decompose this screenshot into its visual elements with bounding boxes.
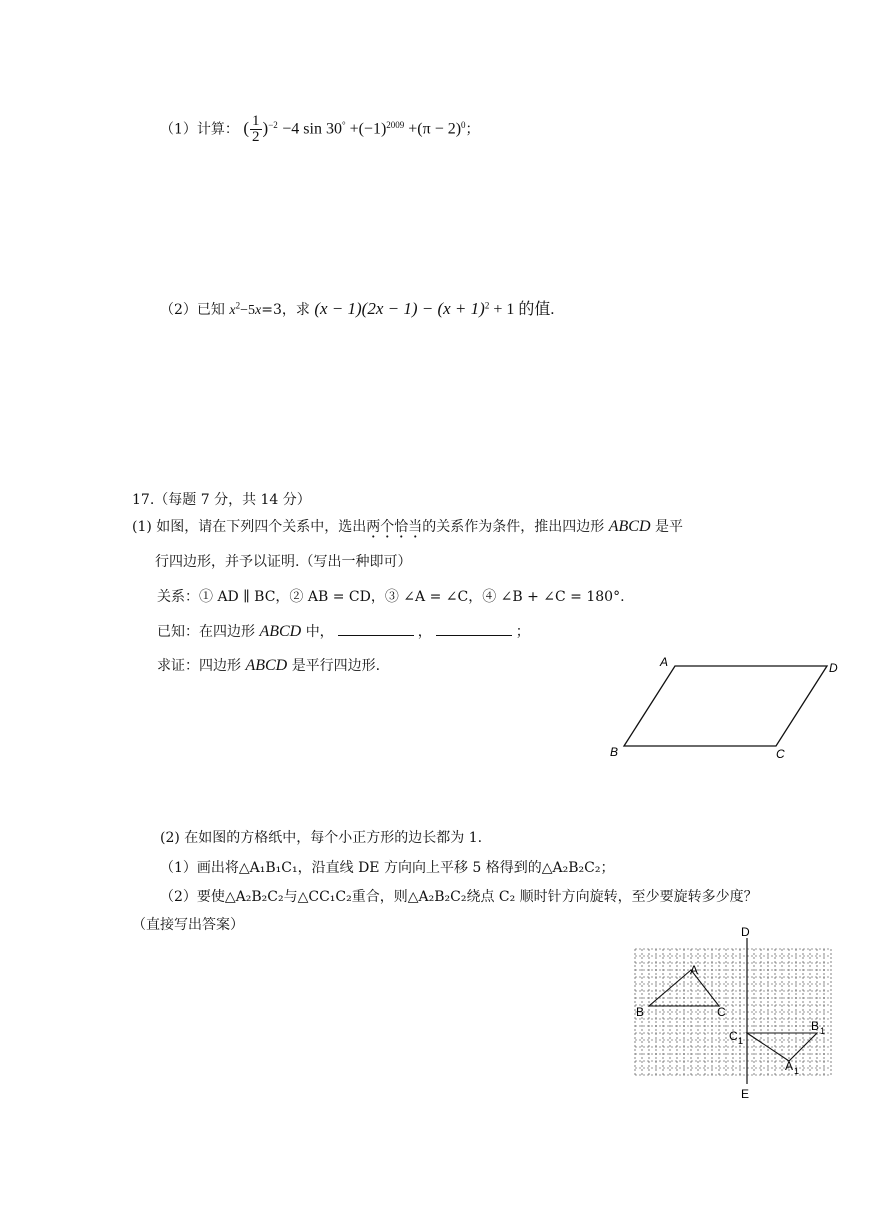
prove-abcd: ABCD (245, 657, 288, 674)
q17-part1-text-a: (1) 如图，请在下列四个关系中，选出 (132, 519, 367, 535)
problem-1 (160, 114, 480, 145)
grid-lines (635, 949, 831, 1075)
label-a: A (690, 963, 699, 977)
answer-blank-2[interactable] (436, 621, 512, 636)
vertex-label-a: A (660, 655, 669, 669)
prove-line (157, 655, 380, 675)
exponent-neg2: −2 (268, 119, 278, 130)
expression: (x − 1)(2x − 1) − (x + 1) (314, 299, 485, 318)
emphasis-char: 个 (380, 519, 395, 535)
label-a1: A (785, 1059, 794, 1073)
known-end: ； (515, 624, 530, 640)
known-text-a: 已知：在四边形 (157, 624, 255, 640)
fraction-one-half (250, 114, 262, 145)
relations-line: 关系：① AD ∥ BC，② AB = CD，③ ∠A = ∠C，④ ∠B + ∠C = 180°. (157, 589, 625, 605)
expression-exponent: 2 (484, 300, 490, 311)
vertex-label-d: D (829, 661, 838, 675)
label-c1: C (729, 1029, 738, 1043)
label-b1-sub: 1 (820, 1026, 826, 1036)
label-b: B (636, 1005, 645, 1019)
problem-2-label: （2）已知 (160, 302, 225, 318)
cond-x: x (229, 303, 236, 318)
q17-part1-line2: 行四边形，并予以证明.（写出一种即可） (155, 554, 412, 570)
cond-x2: x (255, 303, 262, 318)
exponent-0: 0 (461, 119, 466, 130)
known-abcd: ABCD (259, 623, 302, 640)
known-line (157, 621, 530, 641)
fraction-numerator: 1 (252, 113, 260, 129)
label-d: D (741, 925, 750, 939)
prove-text-a: 求证：四边形 (157, 658, 241, 674)
expr-part-b: +(−1) (345, 120, 387, 138)
emphasis-char: 恰 (394, 519, 409, 535)
expression-end: + 1 的值. (489, 301, 555, 318)
label-e: E (741, 1087, 750, 1101)
label-b1: B (811, 1019, 820, 1033)
known-comma: ， (417, 624, 432, 640)
vertex-label-b: B (610, 745, 619, 759)
degree-mark: ° (341, 119, 346, 130)
q17-part1-text-c: 是平 (654, 519, 683, 535)
q17-2-intro: (2) 在如图的方格纸中，每个小正方形的边长都为 1. (160, 830, 483, 846)
open-paren: ( (243, 118, 250, 138)
label-c: C (717, 1005, 726, 1019)
grid-figure (620, 922, 845, 1102)
cond-exponent: 2 (235, 300, 241, 311)
problem-1-label: （1）计算： (160, 121, 239, 138)
q17-2-sub2-end: （直接写出答案） (132, 917, 244, 933)
q17-part1-text-b: 的关系作为条件，推出四边形 (422, 519, 605, 535)
emphasis-char: 两 (366, 519, 381, 535)
label-a1-sub: 1 (794, 1066, 800, 1076)
close-paren: ) (262, 118, 269, 138)
cond-minus5: −5 (240, 303, 255, 318)
prove-text-b: 是平行四边形. (291, 658, 381, 674)
q17-2-sub1: （1）画出将△A₁B₁C₁，沿直线 DE 方向向上平移 5 格得到的△A₂B₂C₂； (160, 860, 615, 876)
semicolon: ； (465, 121, 480, 138)
expr-part-a: −4 sin 30 (282, 120, 342, 138)
cond-equals: =3，求 (261, 302, 310, 318)
problem-2 (160, 296, 554, 319)
label-c1-sub: 1 (738, 1036, 744, 1046)
fraction-denominator: 2 (252, 129, 260, 145)
vertex-label-c: C (776, 747, 785, 761)
emphasis-char: 当 (408, 519, 423, 535)
exponent-2009: 2009 (386, 119, 405, 130)
expr-part-c: +(π − 2) (404, 120, 462, 138)
answer-blank-1[interactable] (338, 621, 414, 636)
parallelogram-figure (600, 650, 850, 765)
q17-2-sub2: （2）要使△A₂B₂C₂与△CC₁C₂重合，则△A₂B₂C₂绕点 C₂ 顺时针方向旋转，至少要旋转多少度？ (160, 889, 758, 905)
abcd-label: ABCD (608, 518, 651, 535)
q17-header: 17.（每题 7 分，共 14 分） (132, 492, 311, 508)
triangle-abc (649, 970, 719, 1006)
q17-part1-line1 (132, 516, 683, 536)
known-text-b: 中， (305, 624, 334, 640)
parallelogram-shape (624, 666, 827, 746)
